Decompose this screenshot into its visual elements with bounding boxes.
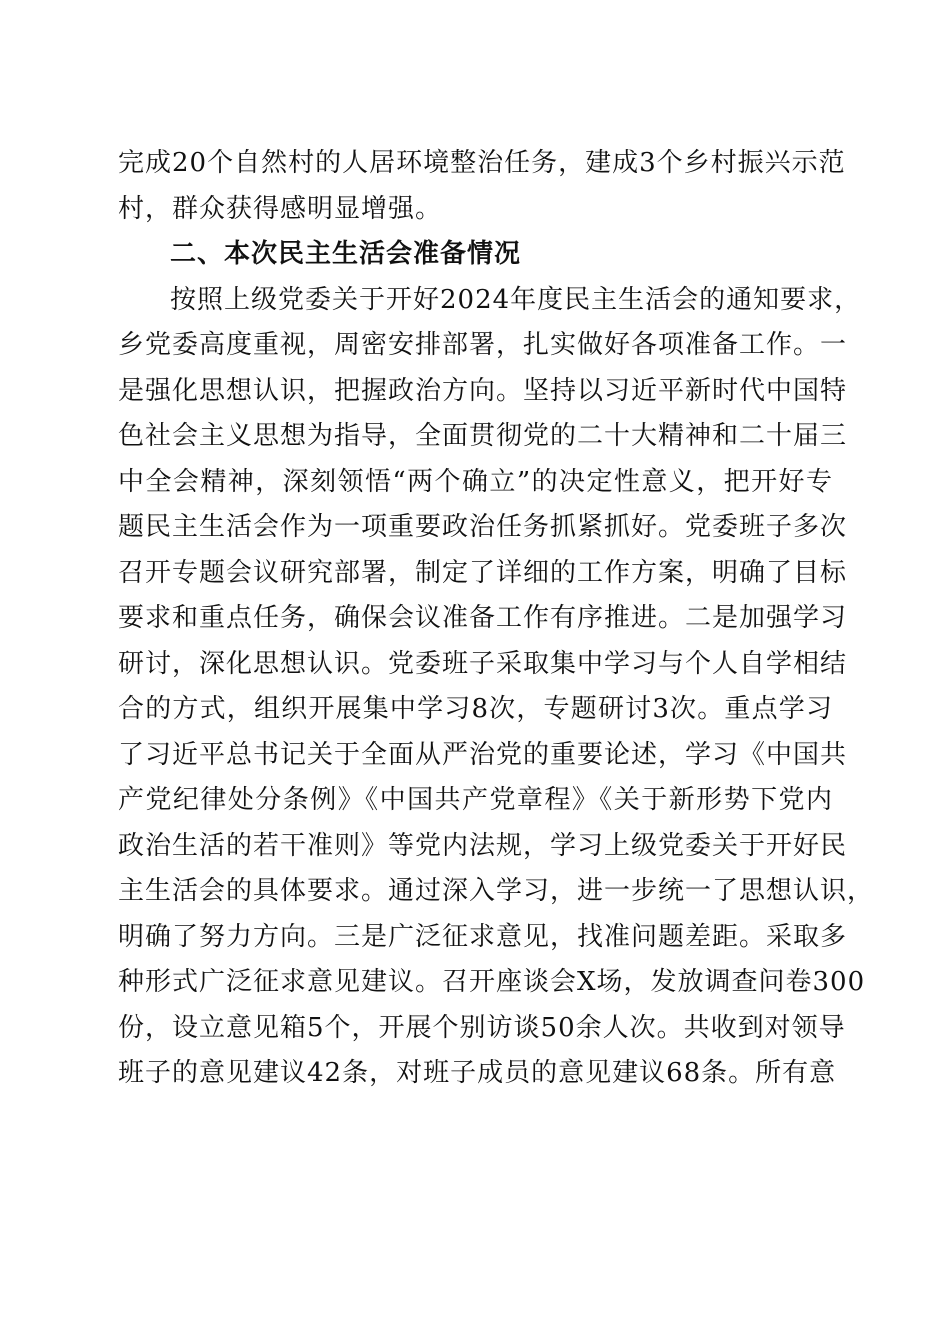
body-line: 要求和重点任务，确保会议准备工作有序推进。二是加强学习	[118, 603, 848, 633]
body-line: 乡党委高度重视，周密安排部署，扎实做好各项准备工作。一	[118, 330, 848, 360]
body-line: 研讨，深化思想认识。党委班子采取集中学习与个人自学相结	[118, 648, 848, 679]
body-line: 主生活会的具体要求。通过深入学习，进一步统一了思想认识，	[118, 876, 875, 906]
body-line: 份，设立意见箱5个，开展个别访谈50余人次。共收到对领导	[118, 1012, 846, 1043]
body-line: 完成20个自然村的人居环境整治任务，建成3个乡村振兴示范	[118, 148, 846, 178]
body-line: 是强化思想认识，把握政治方向。坚持以习近平新时代中国特	[118, 375, 848, 406]
body-line: 题民主生活会作为一项重要政治任务抓紧抓好。党委班子多次	[118, 512, 848, 542]
body-line: 种形式广泛征求意见建议。召开座谈会X场，发放调查问卷300	[118, 967, 866, 997]
body-line: 村，群众获得感明显增强。	[118, 193, 443, 224]
body-line: 合的方式，组织开展集中学习8次，专题研讨3次。重点学习	[118, 694, 833, 724]
document-body	[118, 141, 875, 1097]
body-line: 政治生活的若干准则》等党内法规，学习上级党委关于开好民	[118, 830, 848, 861]
body-line: 色社会主义思想为指导，全面贯彻党的二十大精神和二十届三	[118, 421, 848, 451]
body-line: 了习近平总书记关于全面从严治党的重要论述，学习《中国共	[118, 739, 848, 770]
body-line: 班子的意见建议42条，对班子成员的意见建议68条。所有意	[118, 1058, 837, 1088]
body-line: 明确了努力方向。三是广泛征求意见，找准问题差距。采取多	[118, 921, 848, 952]
body-line: 按照上级党委关于开好2024年度民主生活会的通知要求，	[170, 284, 862, 315]
body-line: 召开专题会议研究部署，制定了详细的工作方案，明确了目标	[118, 557, 848, 588]
body-line: 产党纪律处分条例》《中国共产党章程》《关于新形势下党内	[118, 785, 833, 815]
body-line: 中全会精神，深刻领悟“两个确立”的决定性意义，把开好专	[118, 466, 833, 497]
section-heading: 二、本次民主生活会准备情况	[170, 239, 522, 269]
